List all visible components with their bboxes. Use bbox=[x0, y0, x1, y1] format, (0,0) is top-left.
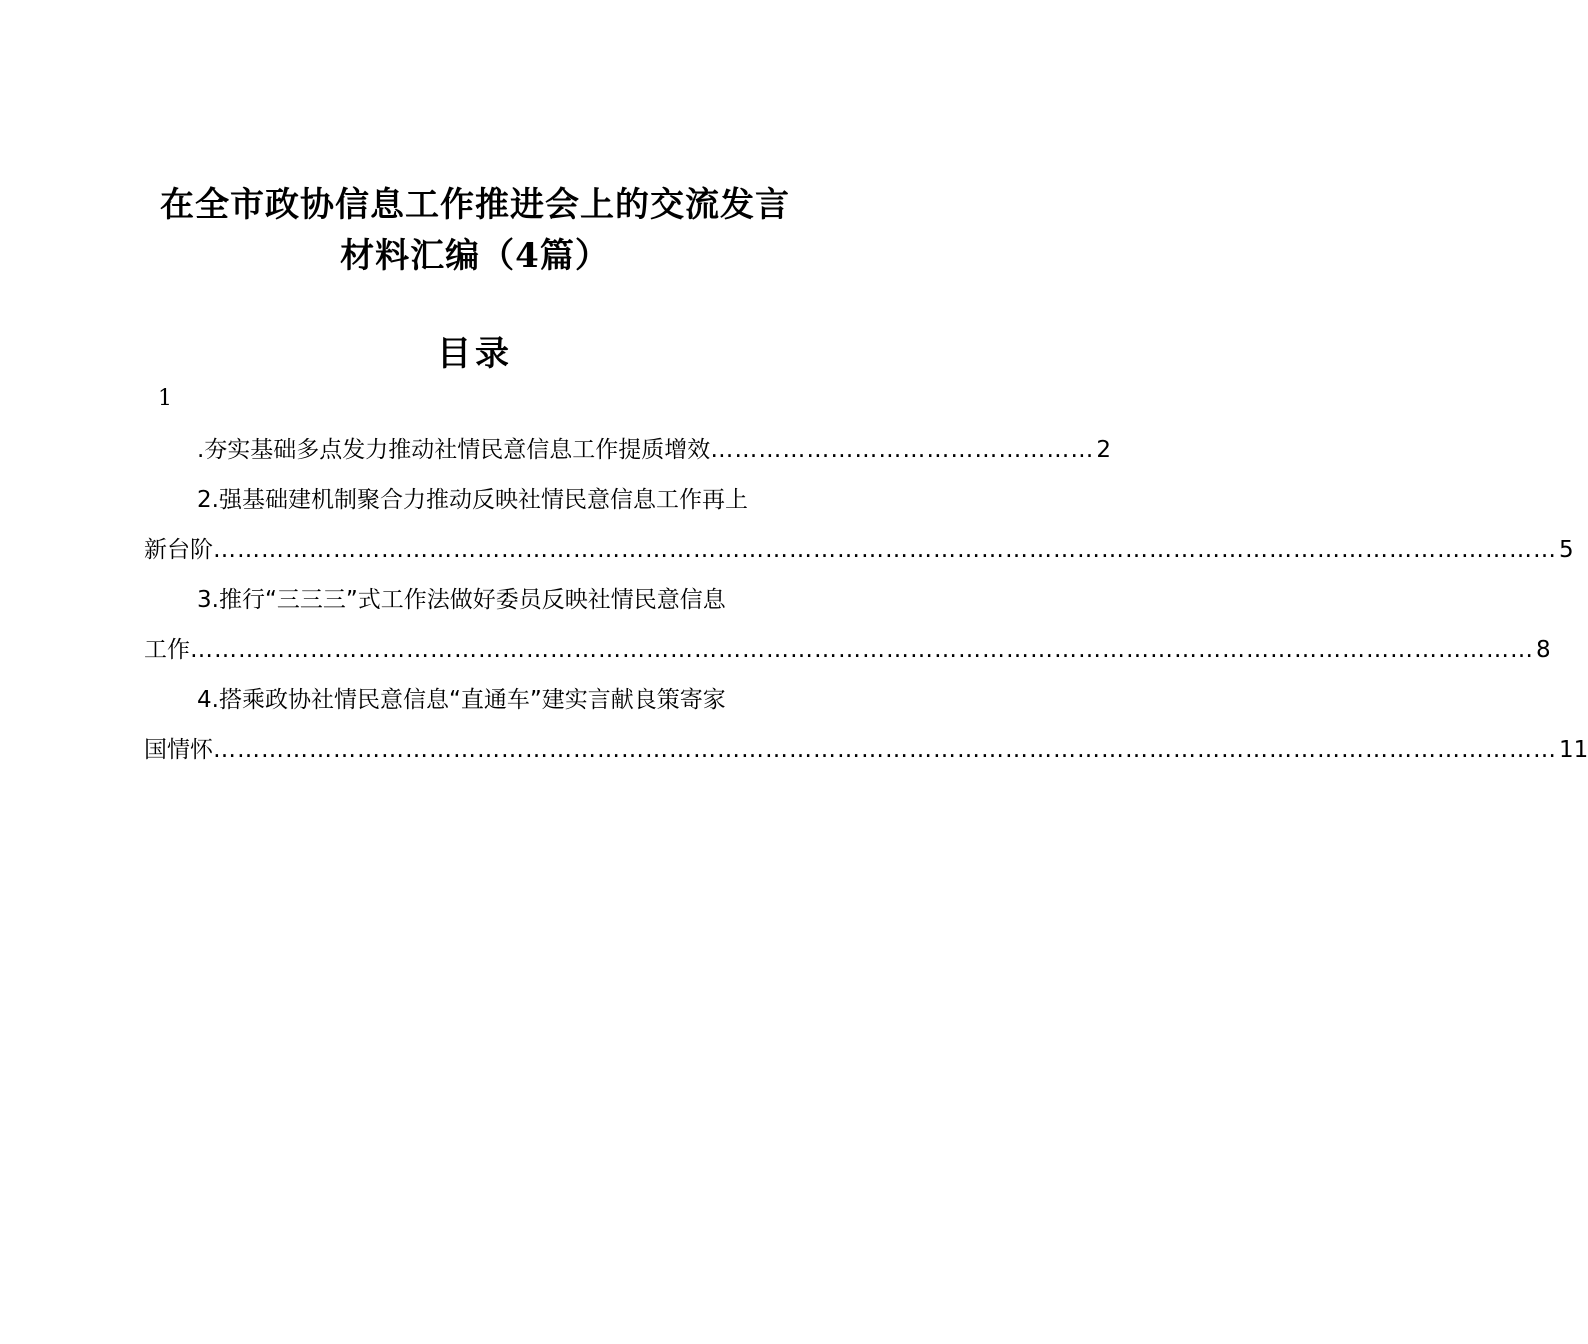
toc-entry-1[interactable] bbox=[197, 432, 1111, 468]
toc-leader-dots: ………………………………………… bbox=[710, 437, 1095, 463]
toc-entry-2-continuation[interactable] bbox=[144, 532, 1574, 568]
toc-entry-2-title-cont: 新台阶 bbox=[144, 537, 213, 563]
document-title-line-1: 在全市政协信息工作推进会上的交流发言 bbox=[160, 185, 790, 225]
toc-entry-3-page: 8 bbox=[1536, 637, 1551, 663]
toc-entry-2-page: 5 bbox=[1559, 537, 1574, 563]
toc-entry-2-title: 2.强基础建机制聚合力推动反映社情民意信息工作再上 bbox=[197, 487, 748, 513]
toc-entry-1-page: 2 bbox=[1096, 437, 1111, 463]
toc-leader-dots: …………………………………………………………………………………………………………………………………………………… bbox=[213, 537, 1557, 563]
toc-entry-4-page: 11 bbox=[1559, 737, 1588, 763]
toc-entry-4-continuation[interactable] bbox=[144, 732, 1588, 768]
toc-leader-dots: …………………………………………………………………………………………………………………………………………………… bbox=[213, 737, 1557, 763]
toc-entry-4[interactable] bbox=[197, 682, 806, 718]
toc-entry-3-title-cont: 工作 bbox=[144, 637, 190, 663]
toc-entry-4-title: 4.搭乘政协社情民意信息“直通车”建实言献良策寄家 bbox=[197, 687, 726, 713]
toc-entry-3[interactable] bbox=[197, 582, 806, 618]
toc-entry-3-continuation[interactable] bbox=[144, 632, 1551, 668]
toc-heading: 目录 bbox=[437, 334, 513, 374]
toc-entry-4-title-cont: 国情怀 bbox=[144, 737, 213, 763]
toc-entry-1-title: .夯实基础多点发力推动社情民意信息工作提质增效 bbox=[197, 437, 711, 463]
list-number-marker: 1 bbox=[158, 386, 172, 411]
toc-entry-3-title: 3.推行“三三三”式工作法做好委员反映社情民意信息 bbox=[197, 587, 726, 613]
document-title-line-2: 材料汇编（4篇） bbox=[340, 236, 610, 276]
toc-entry-2[interactable] bbox=[197, 482, 806, 518]
toc-leader-dots: …………………………………………………………………………………………………………………………………………………… bbox=[190, 637, 1534, 663]
